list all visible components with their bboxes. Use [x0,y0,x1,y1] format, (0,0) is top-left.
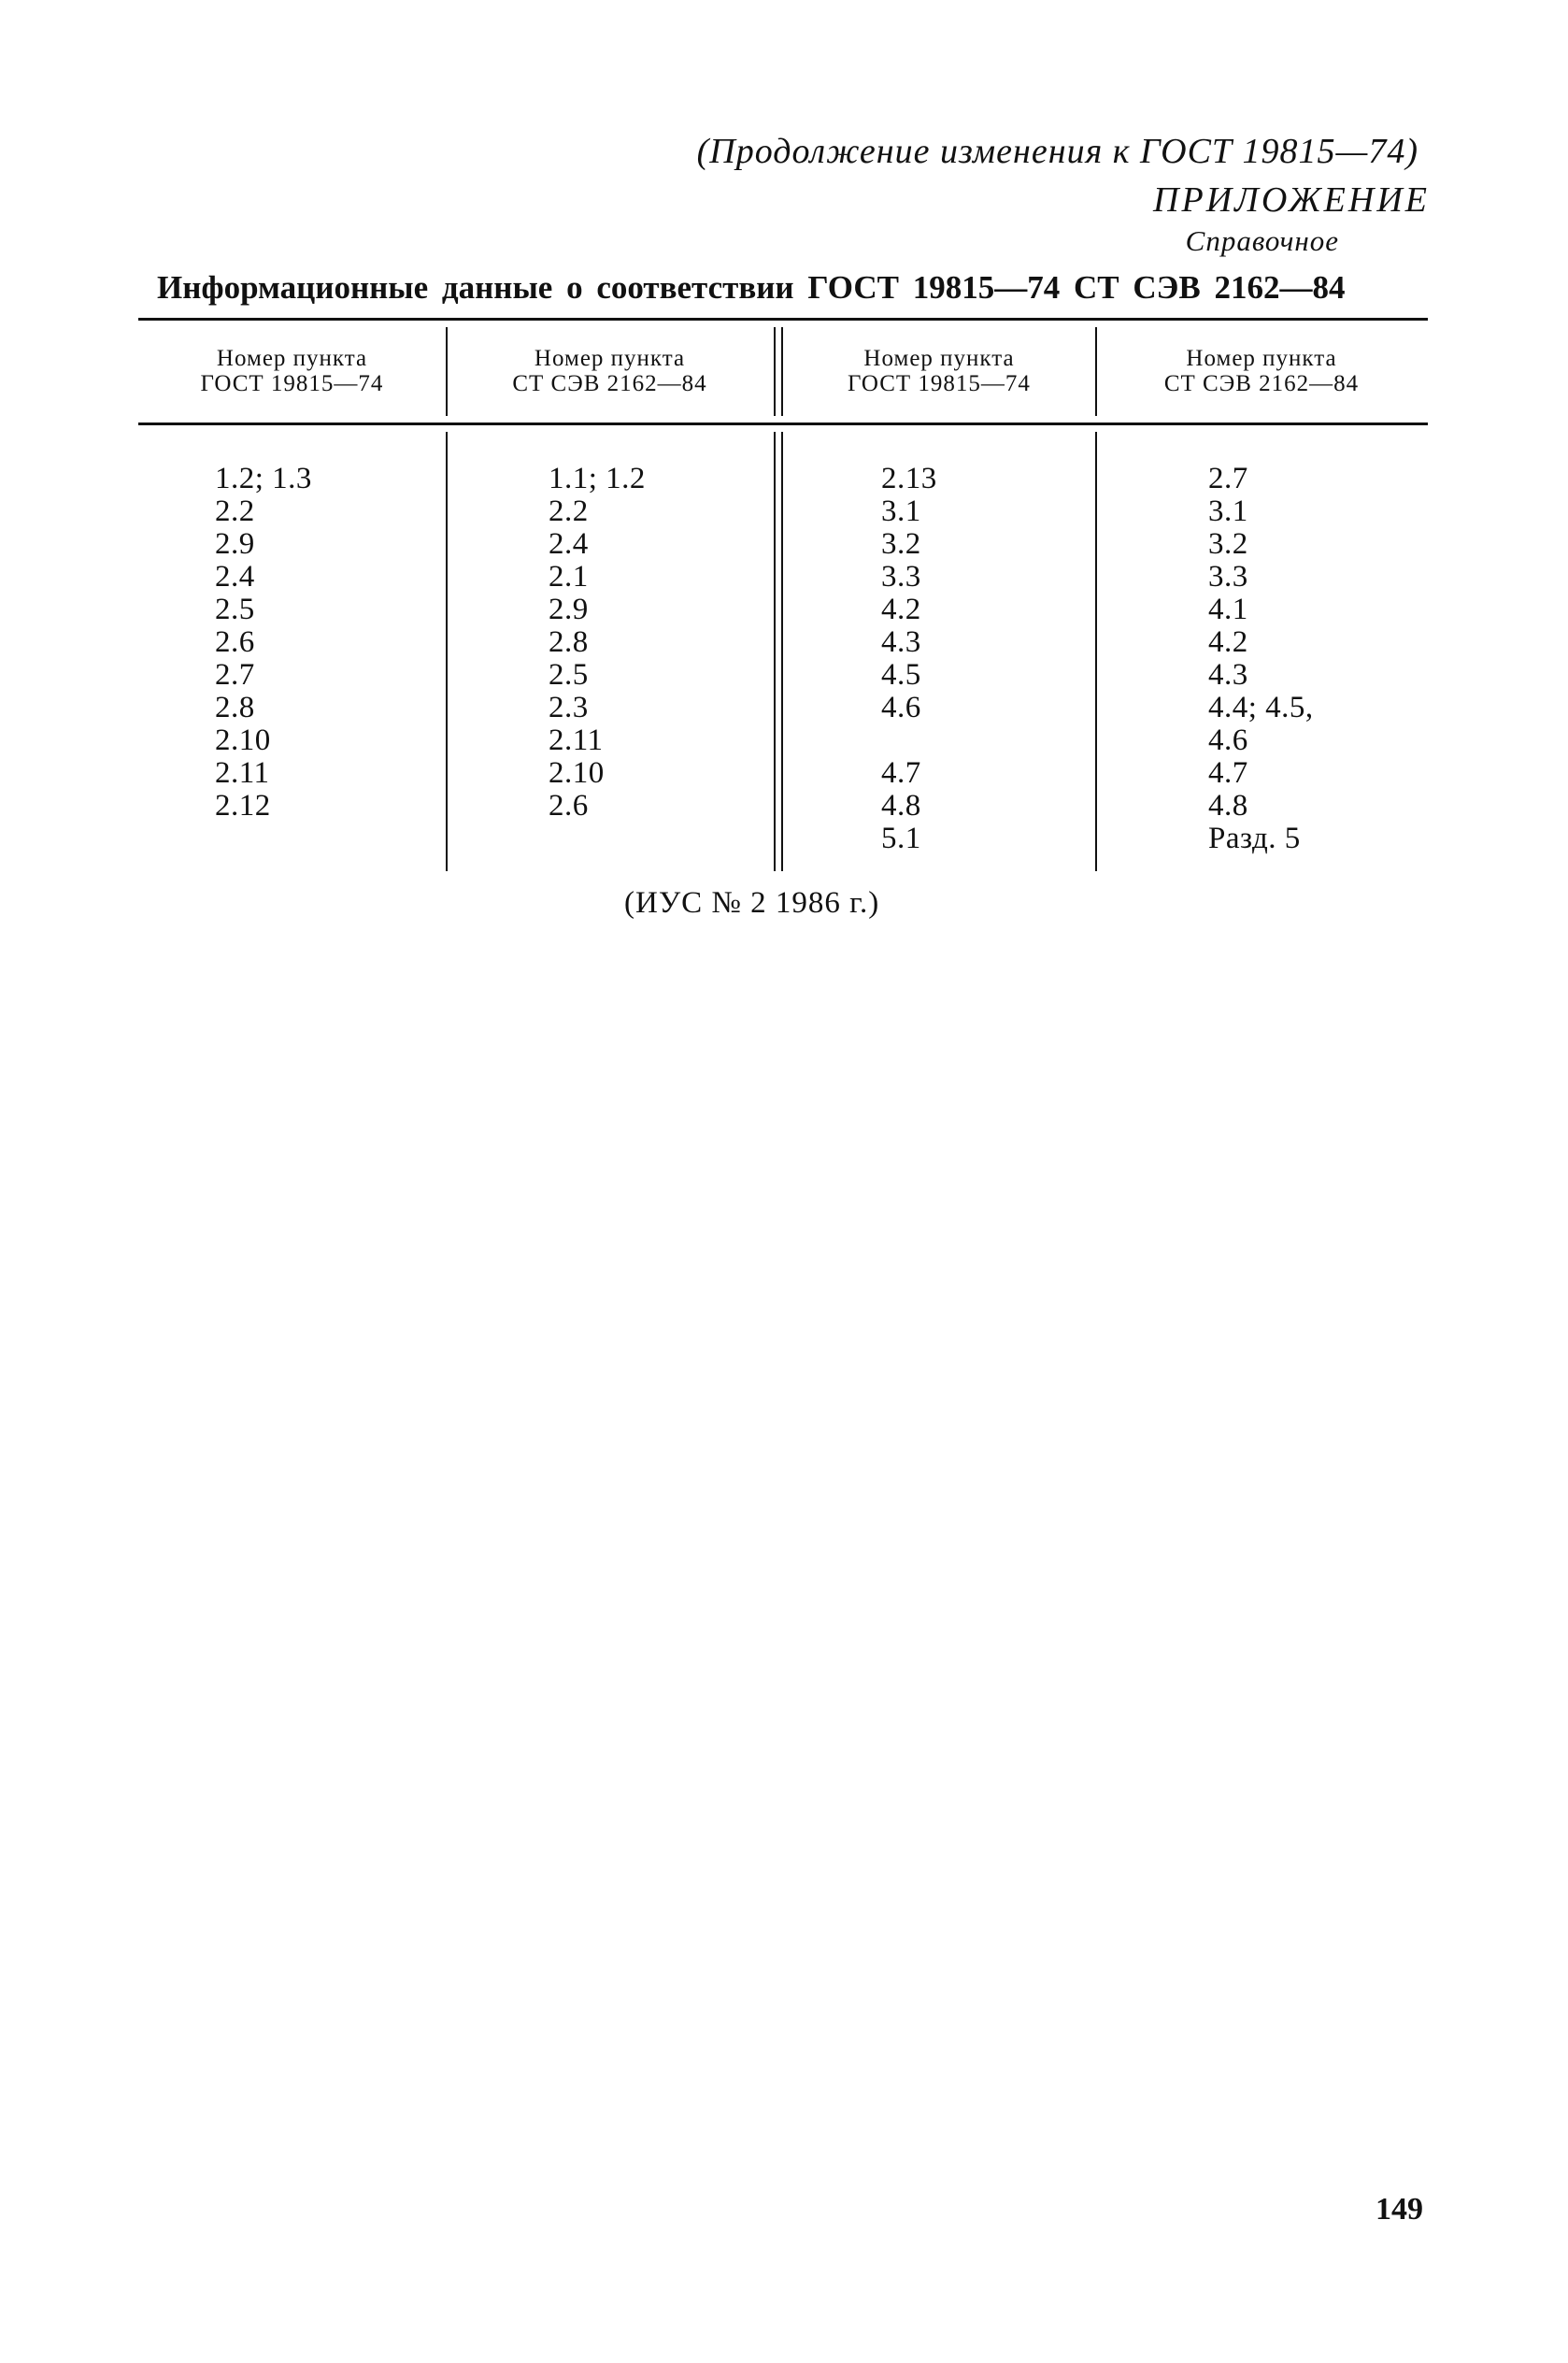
header-separator-2b [781,327,783,416]
table-cell: 2.10 [549,756,605,790]
table-cell [881,724,937,757]
table-cell: 2.2 [215,494,255,528]
table-cell: 2.8 [549,625,589,659]
table-cell: 3.3 [881,560,921,594]
table-cell: 2.11 [215,756,270,790]
table-cell: 4.2 [881,593,921,626]
table-cell: 2.6 [549,789,589,823]
column-header-3-line2: ГОСТ 19815—74 [848,371,1031,396]
table-cell: 2.7 [1208,462,1248,495]
table-cell: 2.2 [549,494,589,528]
column-1-values [215,463,312,823]
table-cell: 2.13 [881,462,937,495]
header-separator-2a [774,327,776,416]
column-header-3-line1: Номер пункта [863,346,1015,371]
table-cell: Разд. 5 [1208,822,1301,855]
table-cell: 4.4; 4.5, [1208,691,1314,724]
column-header-4 [1098,346,1425,396]
table-cell: 3.2 [1208,527,1248,561]
table-cell: 3.2 [881,527,921,561]
body-separator-2a [774,432,776,871]
table-cell: 3.1 [1208,494,1248,528]
column-2-values [549,463,646,823]
column-header-1-line1: Номер пункта [216,346,368,371]
body-separator-1 [446,432,448,871]
source-note: (ИУС № 2 1986 г.) [624,886,880,920]
table-cell: 2.1 [549,560,589,594]
column-header-1-line2: ГОСТ 19815—74 [200,371,384,396]
table-cell: 4.6 [1208,723,1248,757]
column-header-2 [449,346,771,396]
table-cell: 1.1; 1.2 [549,462,646,495]
table-title: Информационные данные о соответствии ГОСТ 19815—74 СТ СЭВ 2162—84 [157,269,1346,306]
table-cell: 2.7 [215,658,255,692]
table-top-rule [138,318,1428,321]
table-cell: 4.7 [1208,756,1248,790]
body-separator-3 [1095,432,1097,871]
column-header-3 [785,346,1093,396]
table-cell: 2.5 [215,593,255,626]
table-cell: 2.4 [215,560,255,594]
reference-label: Справочное [1185,224,1339,257]
column-3-values [881,463,937,855]
column-header-2-line1: Номер пункта [534,346,686,371]
table-cell: 2.11 [549,723,604,757]
table-cell: 4.8 [1208,789,1248,823]
body-separator-2b [781,432,783,871]
table-cell: 1.2; 1.3 [215,462,312,495]
table-cell: 2.5 [549,658,589,692]
table-cell: 2.4 [549,527,589,561]
table-cell: 2.8 [215,691,255,724]
table-cell: 4.7 [881,756,921,790]
table-cell: 3.1 [881,494,921,528]
table-cell: 4.6 [881,691,921,724]
table-cell: 2.10 [215,723,271,757]
table-cell: 2.3 [549,691,589,724]
table-cell: 4.1 [1208,593,1248,626]
table-cell: 4.3 [1208,658,1248,692]
column-header-2-line2: СТ СЭВ 2162—84 [512,371,707,396]
table-cell: 4.5 [881,658,921,692]
table-cell: 4.8 [881,789,921,823]
table-cell: 2.12 [215,789,271,823]
table-cell: 2.9 [215,527,255,561]
table-cell: 2.9 [549,593,589,626]
table-cell: 4.3 [881,625,921,659]
table-header-rule [138,422,1428,425]
header-separator-1 [446,327,448,416]
header-separator-3 [1095,327,1097,416]
column-4-values [1208,463,1314,855]
column-header-4-line2: СТ СЭВ 2162—84 [1163,371,1360,396]
column-header-4-line1: Номер пункта [1186,346,1337,371]
table-cell: 2.6 [215,625,255,659]
continuation-note: (Продолжение изменения к ГОСТ 19815—74) [696,132,1418,171]
table-cell: 5.1 [881,822,921,855]
page-number: 149 [1376,2192,1423,2227]
table-cell: 4.2 [1208,625,1248,659]
table-cell: 3.3 [1208,560,1248,594]
appendix-heading: ПРИЛОЖЕНИЕ [1153,180,1430,220]
column-header-1 [140,346,444,396]
